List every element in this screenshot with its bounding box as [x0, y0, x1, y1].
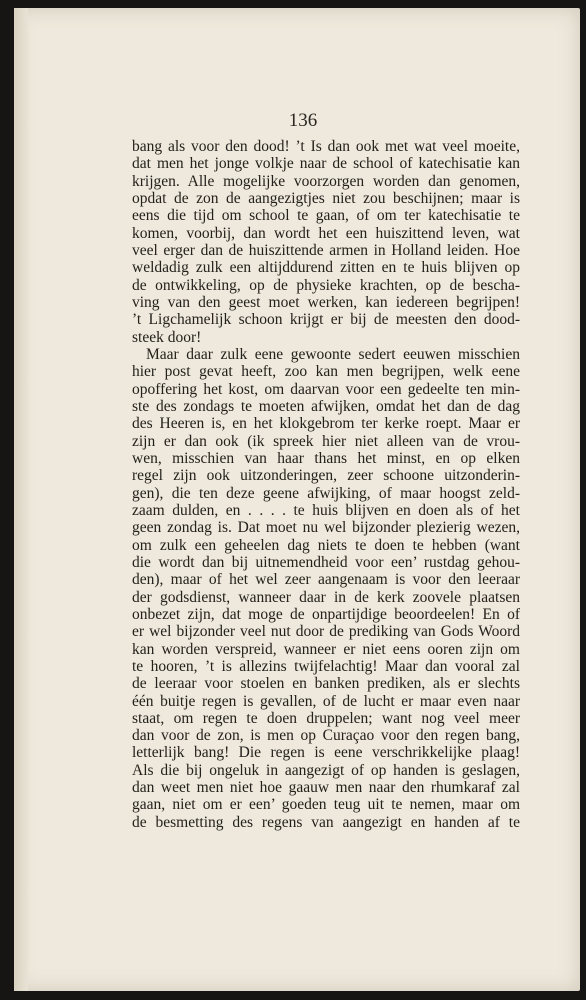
- text-line: dat men het jonge volkje naar de school of katechisatie kan: [132, 155, 520, 173]
- text-line: één buitje regen is gevallen, of de lucht er maar even naar: [132, 692, 520, 710]
- text-line: hier post gevat heeft, zoo kan men begrijpen, welk eene: [132, 363, 520, 381]
- text-line: er wel bijzonder veel nut door de prediking van Gods Woord: [132, 623, 520, 641]
- text-line: de besmetting des regens van aangezigt en handen af te: [132, 813, 520, 831]
- text-line: dan weet men niet hoe gaauw men naar den rhumkaraf zal: [132, 779, 520, 797]
- text-line: die wordt dan bij uitnemendheid voor een’ rustdag gehou-: [132, 553, 520, 571]
- page-number: 136: [288, 110, 318, 131]
- text-line: wen, misschien van haar thans het minst, en op elken: [132, 449, 520, 467]
- text-line: regel zijn ook uitzonderingen, zeer schoone uitzonderin-: [132, 467, 520, 485]
- text-line: ving van den geest moet werken, kan iedereen begrijpen!: [132, 293, 520, 311]
- page-binding-edge: [14, 8, 28, 991]
- text-line: de leeraar voor stoelen en banken prediken, als er slechts: [132, 675, 520, 693]
- text-line: zijn er dan ook (ik spreek hier niet alleen van de vrou-: [132, 432, 520, 450]
- text-line: onbezet zijn, dat moge de onpartijdige beoordeelen! En of: [132, 605, 520, 623]
- text-line: steek door!: [132, 328, 202, 346]
- text-line: gaan, niet om er een’ goeden teug uit te nemen, maar om: [132, 796, 520, 814]
- text-line: om zulk een geheelen dag niets te doen te hebben (want: [132, 536, 520, 554]
- text-line: gen), die ten deze geene afwijking, of maar hoogst zeld-: [132, 484, 520, 502]
- text-line: zaam dulden, en . . . . te huis blijven en doen als of het: [132, 501, 520, 519]
- text-line: krijgen. Alle mogelijke voorzorgen worden dan genomen,: [132, 172, 520, 190]
- text-line: kan worden verspreid, wanneer er niet eens ooren zijn om: [132, 640, 520, 658]
- text-line: ’t Ligchamelijk schoon krijgt er bij de meesten den dood-: [132, 311, 520, 329]
- text-line: letterlijk bang! Die regen is eene verschrikkelijke plaag!: [132, 744, 520, 762]
- text-line: veel erger dan de huiszittende armen in Holland leiden. Hoe: [132, 241, 520, 259]
- text-line: de ontwikkeling, op de physieke krachten, op de bescha-: [132, 276, 520, 294]
- text-line: ste des zondags te moeten afwijken, omdat het dan de dag: [132, 397, 520, 415]
- text-line: geen zondag is. Dat moet nu wel bijzonder plezierig wezen,: [132, 519, 520, 537]
- text-line: bang als voor den dood! ’t Is dan ook met wat veel moeite,: [132, 138, 520, 155]
- text-line: eens die tijd om school te gaan, of om ter katechisatie te: [132, 207, 520, 225]
- text-line: dan voor de zon, is men op Curaçao voor den regen bang,: [132, 727, 520, 745]
- text-line: den), maar of het wel zeer aangenaam is voor den leeraar: [132, 571, 520, 589]
- text-line: opdat de zon de aangezigtjes niet zou beschijnen; maar is: [132, 189, 520, 207]
- text-line: des Heeren is, en het klokgebrom ter kerke roept. Maar er: [132, 415, 520, 433]
- text-line: weldadig zulk een altijddurend zitten en te huis blijven op: [132, 259, 520, 277]
- text-line: opoffering het kost, om daarvan voor een gedeelte ten min-: [132, 380, 520, 398]
- book-page: [14, 8, 580, 991]
- body-text: [132, 138, 520, 831]
- text-line: der godsdienst, wanneer daar in de kerk zoovele plaatsen: [132, 588, 520, 606]
- text-line: komen, voorbij, dan wordt het een huiszittend leven, wat: [132, 224, 520, 242]
- text-line: Als die bij ongeluk in aangezigt of op handen is geslagen,: [132, 761, 520, 779]
- text-line: te hooren, ’t is allezins twijfelachtig! Maar dan vooral zal: [132, 657, 520, 675]
- text-line: staat, om regen te doen druppelen; want nog veel meer: [132, 709, 520, 727]
- text-line: Maar daar zulk eene gewoonte sedert eeuwen misschien: [146, 345, 520, 363]
